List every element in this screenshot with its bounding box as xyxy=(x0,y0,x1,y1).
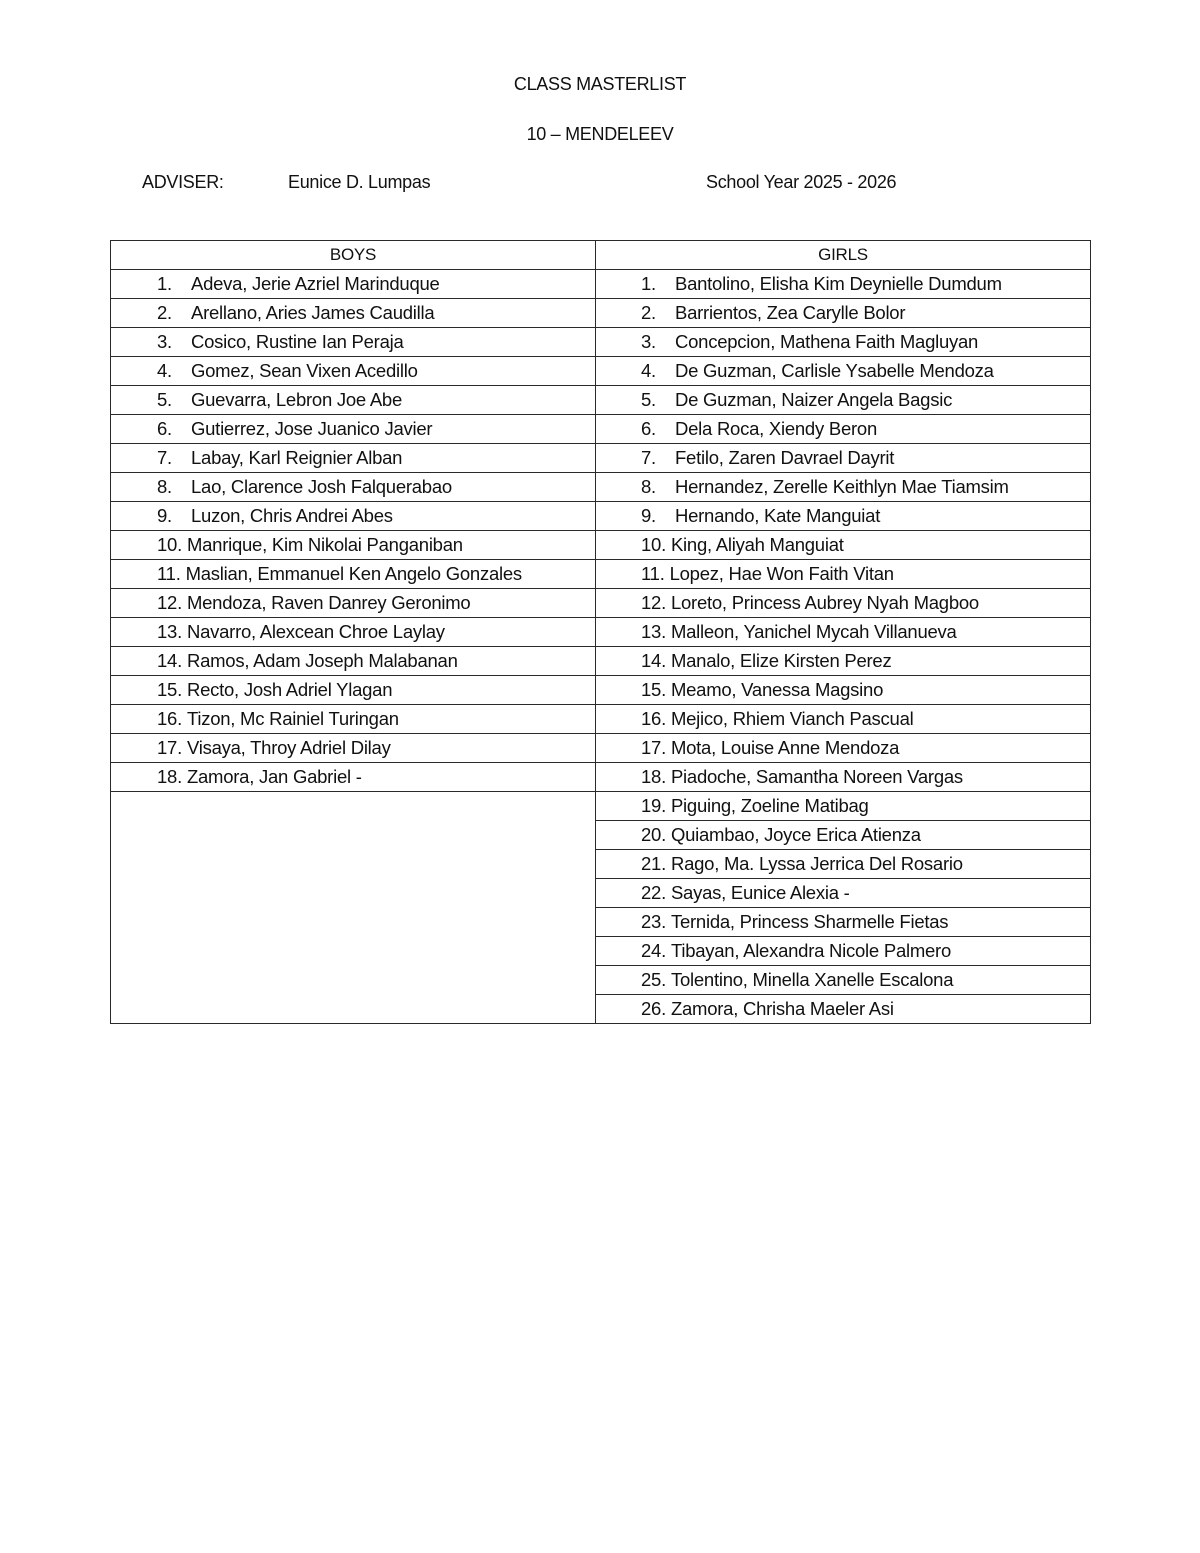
girls-student-cell xyxy=(596,357,1091,386)
girls-student-cell xyxy=(596,908,1091,937)
student-number: 9. xyxy=(157,505,172,526)
girls-student-cell xyxy=(596,386,1091,415)
student-number: 6. xyxy=(157,418,172,439)
girls-student-cell xyxy=(596,676,1091,705)
girls-student-entry xyxy=(596,679,1090,701)
student-name: Adeva, Jerie Azriel Marinduque xyxy=(191,273,440,294)
boys-student-entry xyxy=(111,737,595,759)
student-number: 5. xyxy=(157,389,172,410)
student-name: Luzon, Chris Andrei Abes xyxy=(191,505,393,526)
page-title: CLASS MASTERLIST xyxy=(513,74,687,94)
girls-student-cell xyxy=(596,705,1091,734)
girls-student-cell xyxy=(596,444,1091,473)
girls-student-cell xyxy=(596,473,1091,502)
student-number: 13. xyxy=(157,621,182,642)
boys-student-cell xyxy=(111,676,596,705)
boys-student-entry xyxy=(111,534,595,556)
girls-student-entry xyxy=(596,795,1090,817)
girls-student-cell xyxy=(596,821,1091,850)
student-number: 5. xyxy=(641,389,656,410)
boys-student-cell xyxy=(111,386,596,415)
table-row xyxy=(111,647,1091,676)
table-row xyxy=(111,502,1091,531)
student-number: 26. xyxy=(641,998,666,1019)
girls-student-entry xyxy=(596,534,1090,556)
boys-student-cell xyxy=(111,531,596,560)
student-number: 1. xyxy=(157,273,172,294)
girls-student-cell xyxy=(596,879,1091,908)
boys-student-cell xyxy=(111,328,596,357)
boys-student-entry xyxy=(111,592,595,614)
student-number: 21. xyxy=(641,853,666,874)
table-row xyxy=(111,270,1091,299)
girls-student-entry xyxy=(596,824,1090,846)
table-row xyxy=(111,357,1091,386)
girls-student-cell xyxy=(596,415,1091,444)
student-number: 23. xyxy=(641,911,666,932)
table-row xyxy=(111,531,1091,560)
girls-student-entry xyxy=(596,737,1090,759)
girls-student-entry xyxy=(596,766,1090,788)
boys-student-entry xyxy=(111,302,595,324)
boys-student-entry xyxy=(111,621,595,643)
boys-student-entry xyxy=(111,766,595,788)
student-name: Bantolino, Elisha Kim Deynielle Dumdum xyxy=(675,273,1002,294)
school-year: School Year 2025 - 2026 xyxy=(706,172,897,192)
student-number: 3. xyxy=(157,331,172,352)
boys-student-entry xyxy=(111,650,595,672)
girls-student-entry xyxy=(596,853,1090,875)
girls-student-cell xyxy=(596,589,1091,618)
student-number: 17. xyxy=(641,737,666,758)
student-name: Navarro, Alexcean Chroe Laylay xyxy=(186,621,445,642)
student-number: 9. xyxy=(641,505,656,526)
adviser-label: ADVISER: xyxy=(142,172,224,192)
girls-student-cell xyxy=(596,734,1091,763)
girls-student-entry xyxy=(596,940,1090,962)
girls-student-entry xyxy=(596,911,1090,933)
table-row xyxy=(111,560,1091,589)
student-number: 3. xyxy=(641,331,656,352)
boys-student-entry xyxy=(111,476,595,498)
student-number: 12. xyxy=(157,592,182,613)
masterlist-table xyxy=(110,240,1091,1024)
student-name: Maslian, Emmanuel Ken Angelo Gonzales xyxy=(185,563,522,584)
student-number: 7. xyxy=(157,447,172,468)
student-number: 22. xyxy=(641,882,666,903)
student-name: Arellano, Aries James Caudilla xyxy=(191,302,435,323)
student-number: 10. xyxy=(641,534,666,555)
boys-student-cell xyxy=(111,647,596,676)
boys-student-entry xyxy=(111,708,595,730)
boys-student-entry xyxy=(111,273,595,295)
girls-student-entry xyxy=(596,882,1090,904)
girls-student-cell xyxy=(596,560,1091,589)
girls-student-entry xyxy=(596,563,1090,585)
boys-student-cell xyxy=(111,444,596,473)
boys-student-cell xyxy=(111,415,596,444)
student-number: 17. xyxy=(157,737,182,758)
boys-student-cell xyxy=(111,560,596,589)
student-name: Gutierrez, Jose Juanico Javier xyxy=(191,418,433,439)
student-name: Tibayan, Alexandra Nicole Palmero xyxy=(670,940,951,961)
table-row xyxy=(111,792,1091,821)
student-number: 16. xyxy=(157,708,182,729)
girls-student-entry xyxy=(596,505,1090,527)
student-number: 19. xyxy=(641,795,666,816)
girls-student-entry xyxy=(596,969,1090,991)
student-name: Zamora, Chrisha Maeler Asi xyxy=(670,998,894,1019)
student-name: De Guzman, Carlisle Ysabelle Mendoza xyxy=(675,360,994,381)
boys-student-cell xyxy=(111,763,596,792)
boys-student-entry xyxy=(111,679,595,701)
student-name: Manrique, Kim Nikolai Panganiban xyxy=(186,534,463,555)
girls-student-cell xyxy=(596,850,1091,879)
table-row xyxy=(111,589,1091,618)
table-row xyxy=(111,473,1091,502)
table-row xyxy=(111,618,1091,647)
student-number: 15. xyxy=(157,679,182,700)
student-name: Ramos, Adam Joseph Malabanan xyxy=(186,650,458,671)
adviser-row xyxy=(0,172,1200,196)
table-row xyxy=(111,676,1091,705)
student-number: 24. xyxy=(641,940,666,961)
empty-boys-cell xyxy=(111,792,596,1024)
student-number: 11. xyxy=(157,563,181,584)
boys-student-cell xyxy=(111,705,596,734)
girls-header: GIRLS xyxy=(596,241,1091,270)
boys-student-cell xyxy=(111,270,596,299)
boys-header: BOYS xyxy=(111,241,596,270)
student-name: Sayas, Eunice Alexia - xyxy=(670,882,850,903)
student-number: 6. xyxy=(641,418,656,439)
student-number: 2. xyxy=(157,302,172,323)
girls-student-entry xyxy=(596,302,1090,324)
girls-student-entry xyxy=(596,708,1090,730)
table-row xyxy=(111,705,1091,734)
boys-student-cell xyxy=(111,502,596,531)
student-name: Guevarra, Lebron Joe Abe xyxy=(191,389,403,410)
student-number: 13. xyxy=(641,621,666,642)
girls-student-entry xyxy=(596,592,1090,614)
girls-student-entry xyxy=(596,998,1090,1020)
student-number: 4. xyxy=(641,360,656,381)
student-name: Rago, Ma. Lyssa Jerrica Del Rosario xyxy=(670,853,963,874)
adviser-name: Eunice D. Lumpas xyxy=(288,172,431,192)
student-number: 4. xyxy=(157,360,172,381)
student-name: Zamora, Jan Gabriel - xyxy=(186,766,362,787)
boys-student-entry xyxy=(111,447,595,469)
student-number: 14. xyxy=(641,650,666,671)
student-name: Visaya, Throy Adriel Dilay xyxy=(186,737,391,758)
girls-student-entry xyxy=(596,331,1090,353)
student-name: Mejico, Rhiem Vianch Pascual xyxy=(670,708,914,729)
girls-student-cell xyxy=(596,299,1091,328)
student-name: Mendoza, Raven Danrey Geronimo xyxy=(186,592,471,613)
boys-student-cell xyxy=(111,618,596,647)
student-name: Lao, Clarence Josh Falquerabao xyxy=(191,476,452,497)
boys-student-cell xyxy=(111,589,596,618)
girls-student-cell xyxy=(596,647,1091,676)
boys-student-cell xyxy=(111,734,596,763)
girls-student-entry xyxy=(596,650,1090,672)
girls-student-entry xyxy=(596,447,1090,469)
boys-student-entry xyxy=(111,505,595,527)
student-name: Meamo, Vanessa Magsino xyxy=(670,679,884,700)
student-number: 18. xyxy=(641,766,666,787)
student-name: Lopez, Hae Won Faith Vitan xyxy=(669,563,894,584)
student-number: 10. xyxy=(157,534,182,555)
student-name: Quiambao, Joyce Erica Atienza xyxy=(670,824,921,845)
student-name: Hernando, Kate Manguiat xyxy=(675,505,881,526)
student-name: Piguing, Zoeline Matibag xyxy=(670,795,869,816)
student-number: 8. xyxy=(157,476,172,497)
table-row xyxy=(111,328,1091,357)
girls-student-cell xyxy=(596,792,1091,821)
section-title: 10 – MENDELEEV xyxy=(526,124,674,144)
student-name: Barrientos, Zea Carylle Bolor xyxy=(675,302,906,323)
girls-student-cell xyxy=(596,966,1091,995)
boys-student-entry xyxy=(111,418,595,440)
table-row xyxy=(111,299,1091,328)
student-name: King, Aliyah Manguiat xyxy=(670,534,844,555)
student-number: 8. xyxy=(641,476,656,497)
girls-student-entry xyxy=(596,621,1090,643)
student-name: Loreto, Princess Aubrey Nyah Magboo xyxy=(670,592,979,613)
girls-student-cell xyxy=(596,763,1091,792)
girls-student-cell xyxy=(596,995,1091,1024)
student-name: Piadoche, Samantha Noreen Vargas xyxy=(670,766,963,787)
student-name: Labay, Karl Reignier Alban xyxy=(191,447,403,468)
boys-student-cell xyxy=(111,473,596,502)
student-number: 2. xyxy=(641,302,656,323)
boys-student-entry xyxy=(111,563,595,585)
student-name: Dela Roca, Xiendy Beron xyxy=(675,418,877,439)
boys-student-entry xyxy=(111,360,595,382)
student-name: Malleon, Yanichel Mycah Villanueva xyxy=(670,621,957,642)
student-number: 20. xyxy=(641,824,666,845)
student-name: Tizon, Mc Rainiel Turingan xyxy=(186,708,399,729)
table-row xyxy=(111,444,1091,473)
boys-student-entry xyxy=(111,389,595,411)
masterlist-body xyxy=(111,270,1091,1024)
student-name: De Guzman, Naizer Angela Bagsic xyxy=(675,389,953,410)
student-name: Tolentino, Minella Xanelle Escalona xyxy=(670,969,954,990)
student-number: 25. xyxy=(641,969,666,990)
header-row xyxy=(111,241,1091,270)
student-name: Mota, Louise Anne Mendoza xyxy=(670,737,900,758)
student-name: Hernandez, Zerelle Keithlyn Mae Tiamsim xyxy=(675,476,1009,497)
student-number: 14. xyxy=(157,650,182,671)
boys-student-cell xyxy=(111,357,596,386)
girls-student-cell xyxy=(596,328,1091,357)
student-number: 15. xyxy=(641,679,666,700)
student-name: Gomez, Sean Vixen Acedillo xyxy=(191,360,418,381)
table-row xyxy=(111,386,1091,415)
student-name: Manalo, Elize Kirsten Perez xyxy=(670,650,892,671)
table-row xyxy=(111,415,1091,444)
student-name: Ternida, Princess Sharmelle Fietas xyxy=(670,911,949,932)
boys-student-entry xyxy=(111,331,595,353)
student-name: Fetilo, Zaren Davrael Dayrit xyxy=(675,447,895,468)
student-number: 16. xyxy=(641,708,666,729)
girls-student-cell xyxy=(596,531,1091,560)
girls-student-cell xyxy=(596,270,1091,299)
boys-student-cell xyxy=(111,299,596,328)
girls-student-entry xyxy=(596,273,1090,295)
student-number: 7. xyxy=(641,447,656,468)
girls-student-entry xyxy=(596,360,1090,382)
student-name: Cosico, Rustine Ian Peraja xyxy=(191,331,404,352)
student-number: 18. xyxy=(157,766,182,787)
girls-student-cell xyxy=(596,618,1091,647)
girls-student-entry xyxy=(596,476,1090,498)
student-number: 1. xyxy=(641,273,656,294)
girls-student-entry xyxy=(596,418,1090,440)
student-number: 11. xyxy=(641,563,665,584)
table-row xyxy=(111,763,1091,792)
student-number: 12. xyxy=(641,592,666,613)
student-name: Concepcion, Mathena Faith Magluyan xyxy=(675,331,979,352)
table-row xyxy=(111,734,1091,763)
girls-student-cell xyxy=(596,502,1091,531)
student-name: Recto, Josh Adriel Ylagan xyxy=(186,679,393,700)
girls-student-cell xyxy=(596,937,1091,966)
girls-student-entry xyxy=(596,389,1090,411)
